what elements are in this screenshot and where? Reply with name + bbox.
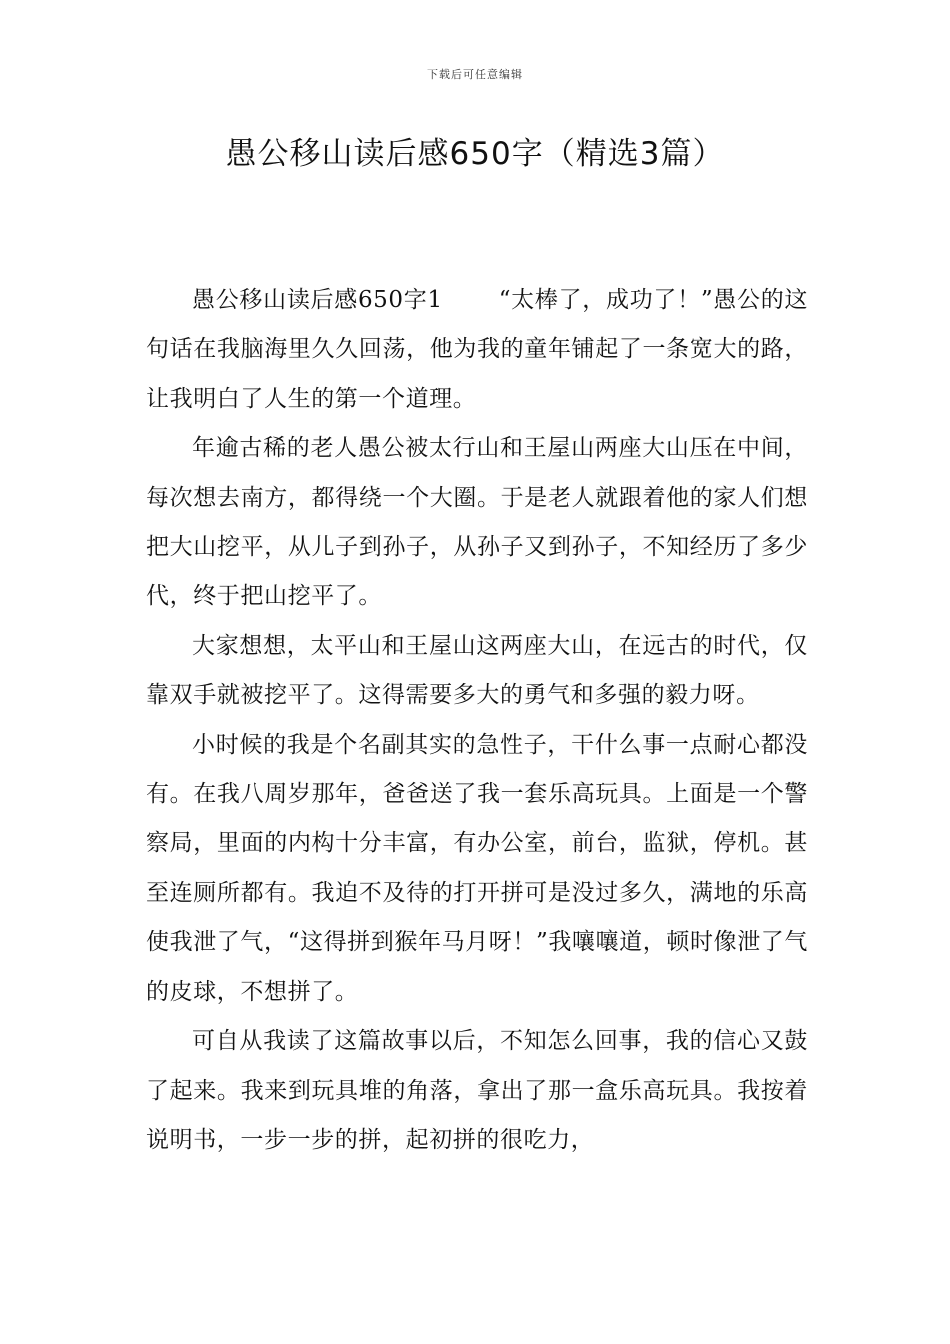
header-note: 下载后可任意编辑 — [427, 68, 523, 81]
paragraph-text: “太棒了，成功了！”愚公的这句话在我脑海里久久回荡，他为我的童年铺起了一条宽大的路，让我明白了人生的第一个道理。 — [146, 287, 809, 412]
document-body — [146, 276, 808, 1165]
section-heading: 愚公移山读后感650字1 — [192, 287, 443, 313]
document-title: 愚公移山读后感650字（精选3篇） — [225, 136, 725, 172]
paragraph-3: 大家想想，太平山和王屋山这两座大山，在远古的时代，仅靠双手就被挖平了。这得需要多大的勇气和多强的毅力呀。 — [146, 632, 808, 709]
paragraph-2: 年逾古稀的老人愚公被太行山和王屋山两座大山压在中间，每次想去南方，都得绕一个大圈。于是老人就跟着他的家人们想把大山挖平，从儿子到孙子，从孙子又到孙子，不知经历了多少代，终于把山挖平了。 — [146, 435, 808, 610]
paragraph-5: 可自从我读了这篇故事以后，不知怎么回事，我的信心又鼓了起来。我来到玩具堆的角落，拿出了那一盒乐高玩具。我按着说明书，一步一步的拼，起初拼的很吃力， — [146, 1028, 808, 1153]
paragraph-1 — [146, 276, 808, 424]
paragraph-4: 小时候的我是个名副其实的急性子，干什么事一点耐心都没有。在我八周岁那年，爸爸送了我一套乐高玩具。上面是一个警察局，里面的内构十分丰富，有办公室，前台，监狱，停机。甚至连厕所都有。我迫不及待的打开拼可是没过多久，满地的乐高使我泄了气，“这得拼到猴年马月呀！”我嚷嚷道，顿时像泄了气的皮球，不想拼了。 — [146, 731, 808, 1005]
